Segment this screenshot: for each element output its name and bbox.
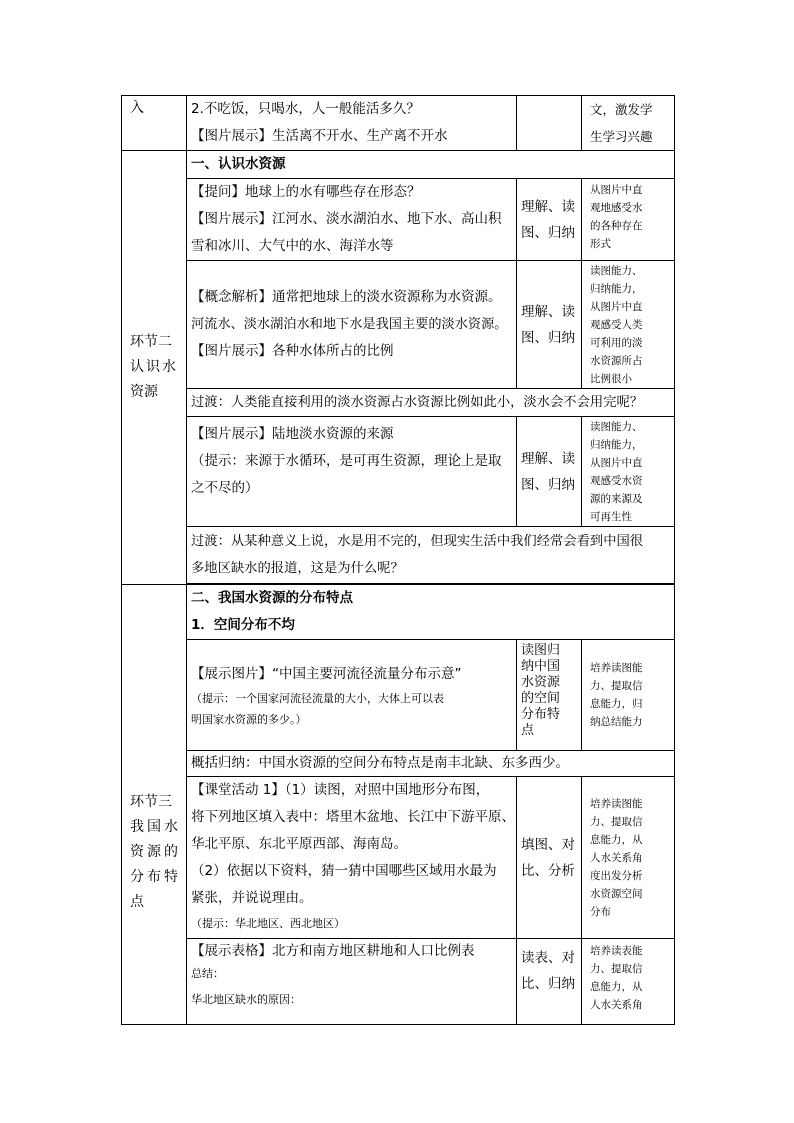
aim-line: 观感受水资 [590, 475, 643, 487]
hint-line: （提示：一个国家河流径流量的大小，大体上可以表 [191, 691, 444, 705]
aim-line: 读图能力、 [590, 265, 643, 277]
method-line: 分布特 [521, 707, 561, 722]
content-cell [187, 640, 517, 751]
aim-line: 可利用的淡 [590, 337, 643, 349]
aim-line: 生学习兴趣 [590, 129, 653, 144]
aim-cell [582, 939, 675, 1025]
content-line: 雪和冰川、大气中的水、海洋水等 [191, 238, 394, 254]
content-cell [187, 179, 517, 261]
transition-text: 过渡：人类能直接利用的淡水资源占水资源比例如此小，淡水会不会用完呢？ [191, 395, 644, 410]
aim-line: 力、提取信 [590, 815, 643, 828]
stage3-block1-row [122, 640, 675, 751]
aim-line: 归纳能力， [590, 439, 643, 451]
aim-line: 水资源所占 [590, 355, 643, 367]
content-line: （2）依据以下资料，猜一猜中国哪些区域用水最为 [191, 863, 497, 879]
section-heading: 二、我国水资源的分布特点 [191, 590, 353, 606]
aim-line: 文，激发学 [590, 102, 653, 117]
section-heading-cell [187, 585, 675, 640]
stage2-transition1-row [122, 389, 675, 417]
aim-line: 从图片中直 [590, 184, 643, 196]
aim-line: 培养读表能 [590, 945, 643, 957]
content-line: 【图片展示】各种水体所占的比例 [191, 343, 394, 359]
method-line: 水资源 [521, 675, 561, 690]
method-cell [517, 96, 582, 151]
content-line: 河流水、淡水湖泊水和地下水是我国主要的淡水资源。 [191, 317, 508, 332]
aim-cell [582, 777, 675, 939]
method-line: 读表、对 [521, 950, 575, 966]
method-line: 图、归纳 [521, 476, 575, 493]
aim-line: 可再生性 [590, 511, 632, 523]
aim-line: 度出发分析 [590, 869, 643, 882]
content-cell [187, 939, 517, 1025]
method-line: 读图归 [521, 643, 561, 658]
aim-line: 归纳能力， [590, 283, 643, 295]
aim-line: 培养读图能 [590, 797, 643, 810]
method-line: 的空间 [521, 691, 561, 706]
stage-label: 点 [130, 893, 144, 910]
stage2-transition2-row [122, 527, 675, 584]
hint-line: （提示：华北地区、西北地区） [191, 917, 345, 930]
method-cell [517, 179, 582, 261]
section-heading: 一、认识水资源 [191, 156, 286, 172]
aim-line: 人水关系角 [590, 999, 643, 1011]
summary-text: 概括归纳：中国水资源的空间分布特点是南丰北缺、东多西少。 [191, 755, 569, 771]
stage2-label-cell [122, 151, 187, 585]
aim-line: 从图片中直 [590, 301, 643, 313]
transition-cell [187, 527, 675, 584]
transition-text: 过渡：从某种意义上说，水是用不完的，但现实生活中我们经常会看到中国很 [191, 534, 644, 549]
stage3-summary-row [122, 751, 675, 777]
stage3-label-cell [122, 585, 187, 1025]
note-line: 华北地区缺水的原因： [191, 993, 301, 1006]
stage-cell [122, 96, 187, 151]
stage3-block2-row [122, 777, 675, 939]
aim-cell [582, 640, 675, 751]
method-cell [517, 261, 582, 389]
method-cell [517, 640, 582, 751]
content-cell [187, 777, 517, 939]
content-line: 将下列地区填入表中：塔里木盆地、长江中下游平原、 [191, 809, 515, 825]
aim-cell [582, 96, 675, 151]
content-line: 【图片展示】陆地淡水资源的来源 [191, 426, 394, 442]
method-line: 图、归纳 [521, 329, 575, 346]
aim-line: 分布 [590, 905, 611, 918]
transition-cell [187, 389, 675, 417]
content-line: 紧张，并说说理由。 [191, 890, 313, 906]
content-line: 【提问】地球上的水有哪些存在形态？ [191, 184, 421, 200]
aim-line: 息能力，归 [590, 698, 643, 710]
aim-line: 水资源空间 [590, 887, 643, 900]
stage-label: 环节二 [130, 334, 172, 350]
aim-line: 观地感受水 [590, 202, 643, 214]
aim-line: 读图能力、 [590, 421, 643, 433]
aim-cell [582, 261, 675, 389]
aim-line: 观感受人类 [590, 319, 643, 331]
aim-cell [582, 179, 675, 261]
stage-label: 资源 [130, 384, 158, 400]
aim-line: 的各种存在 [590, 220, 643, 232]
content-line: 【课堂活动 1】（1）读图，对照中国地形分布图， [191, 782, 490, 798]
stage2-heading-row [122, 151, 675, 179]
aim-line: 人水关系角 [590, 851, 643, 864]
aim-cell [582, 417, 675, 527]
aim-line: 纳总结能力 [590, 716, 643, 728]
stage2-block1-row [122, 179, 675, 261]
stage-label: 环节三 [130, 793, 172, 810]
summary-cell [187, 751, 675, 777]
content-line: （提示：来源于水循环，是可再生资源，理论上是取 [191, 453, 502, 469]
method-line: 点 [521, 723, 535, 738]
content-cell [187, 261, 517, 389]
content-line: 【展示表格】北方和南方地区耕地和人口比例表 [191, 943, 475, 959]
method-line: 理解、读 [521, 303, 575, 320]
stage3-heading-row [122, 585, 675, 640]
intro-row [122, 96, 675, 151]
method-cell [517, 777, 582, 939]
content-cell [187, 417, 517, 527]
content-line: 【图片展示】生活离不开水、生产离不开水 [191, 128, 448, 144]
note-line: 总结： [191, 967, 224, 980]
content-line: 2.不吃饭，只喝水，人一般能活多久？ [191, 101, 420, 117]
aim-line: 息能力，从 [590, 833, 643, 846]
content-line: 之不尽的） [191, 480, 259, 496]
method-line: 理解、读 [521, 198, 575, 215]
stage3-block3-row [122, 939, 675, 1025]
stage-label: 资源的 [130, 843, 181, 860]
content-line: 【展示图片】“中国主要河流径流量分布示意” [191, 665, 462, 682]
stage2-block2-row [122, 261, 675, 389]
lesson-plan-table [121, 95, 675, 1025]
content-line: 【图片展示】江河水、淡水湖泊水、地下水、高山积 [191, 211, 502, 227]
aim-line: 比例很小 [590, 373, 632, 385]
transition-text: 多地区缺水的报道，这是为什么呢？ [191, 561, 404, 576]
stage-label: 分布特 [130, 868, 181, 885]
stage-label: 认识水 [130, 359, 178, 375]
stage-label: 我国水 [130, 818, 181, 835]
method-line: 填图、对 [521, 836, 575, 853]
stage2-block3-row [122, 417, 675, 527]
method-line: 比、归纳 [521, 976, 575, 992]
aim-line: 力、提取信 [590, 963, 643, 975]
method-line: 纳中国 [521, 659, 561, 674]
aim-line: 从图片中直 [590, 457, 643, 469]
aim-line: 息能力，从 [590, 981, 643, 993]
aim-line: 培养读图能 [590, 662, 643, 674]
hint-line: 明国家水资源的多少。） [191, 712, 307, 726]
method-line: 图、归纳 [521, 224, 575, 241]
stage-label: 入 [130, 100, 144, 116]
method-cell [517, 417, 582, 527]
aim-line: 形式 [590, 238, 611, 250]
section-heading-cell [187, 151, 675, 179]
content-line: 华北平原、东北平原西部、海南岛。 [191, 836, 407, 852]
method-cell [517, 939, 582, 1025]
aim-line: 源的来源及 [590, 493, 643, 505]
section-subheading: 1．空间分布不均 [191, 617, 295, 633]
content-cell [187, 96, 517, 151]
method-line: 理解、读 [521, 450, 575, 467]
method-line: 比、分析 [521, 862, 575, 879]
content-line: 【概念解析】通常把地球上的淡水资源称为水资源。 [191, 289, 502, 305]
aim-line: 力、提取信 [590, 680, 643, 692]
